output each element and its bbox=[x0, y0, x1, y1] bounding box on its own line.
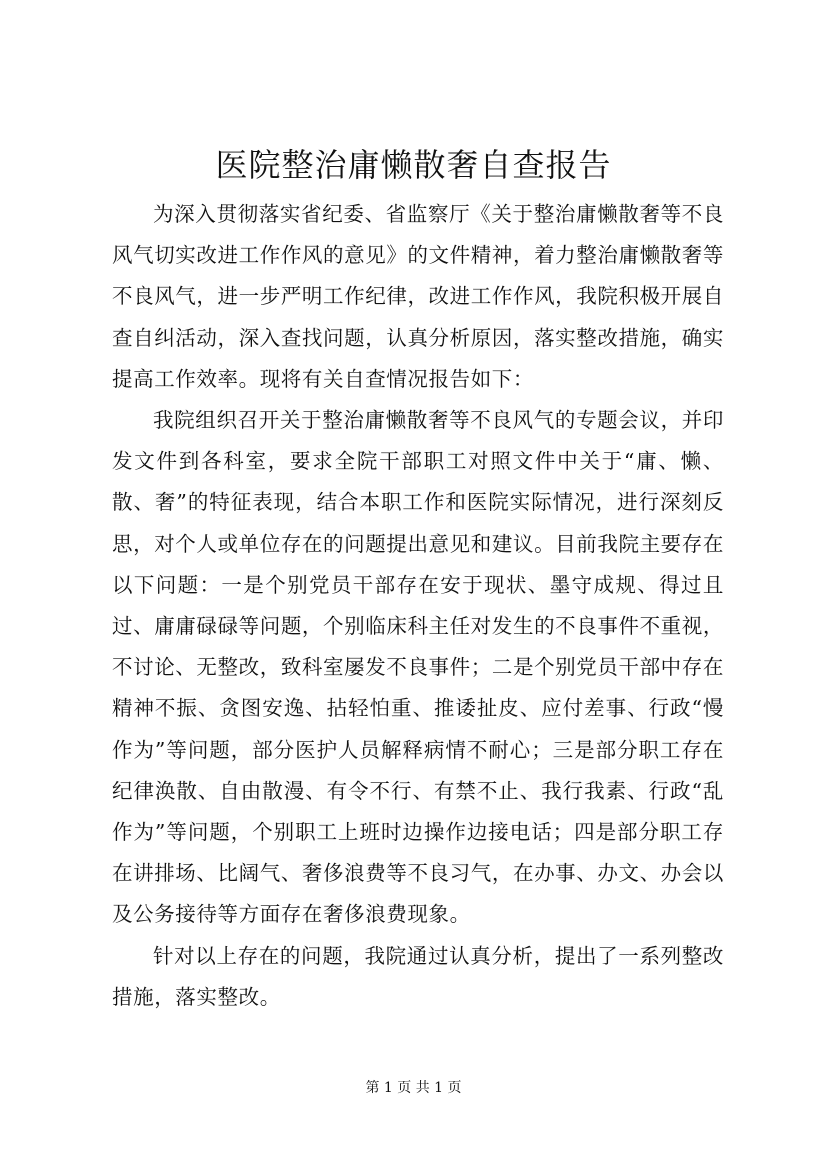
page-footer bbox=[0, 1078, 827, 1098]
paragraph-intro: 为深入贯彻落实省纪委、省监察厅《关于整治庸懒散奢等不良风气切实改进工作作风的意见》的文件精神，着力整治庸懒散奢等不良风气，进一步严明工作纪律，改进工作作风，我院积极开展自查自纠活动，深入查找问题，认真分析原因，落实整改措施，确实提高工作效率。现将有关自查情况报告如下： bbox=[112, 202, 724, 391]
document-title: 医院整治庸懒散奢自查报告 bbox=[215, 146, 612, 184]
paragraph-problems: 我院组织召开关于整治庸懒散奢等不良风气的专题会议，并印发文件到各科室，要求全院干部职工对照文件中关于“庸、懒、散、奢”的特征表现，结合本职工作和医院实际情况，进行深刻反思，对个人或单位存在的问题提出意见和建议。目前我院主要存在以下问题：一是个别党员干部存在安于现状、墨守成规、得过且过、庸庸碌碌等问题，个别临床科主任对发生的不良事件不重视，不讨论、无整改，致科室屡发不良事件；二是个别党员干部中存在精神不振、贪图安逸、拈轻怕重、推诿扯皮、应付差事、行政“慢作为”等问题，部分医护人员解释病情不耐心；三是部分职工存在纪律涣散、自由散漫、有令不行、有禁不止、我行我素、行政“乱作为”等问题，个别职工上班时边操作边接电话；四是部分职工存在讲排场、比阔气、奢侈浪费等不良习气，在办事、办文、办会以及公务接待等方面存在奢侈浪费现象。 bbox=[112, 408, 724, 927]
document-body bbox=[112, 194, 724, 1018]
paragraph-measures: 针对以上存在的问题，我院通过认真分析，提出了一系列整改措施，落实整改。 bbox=[112, 943, 724, 1009]
page-number-label: 第 1 页 共 1 页 bbox=[365, 1080, 462, 1096]
